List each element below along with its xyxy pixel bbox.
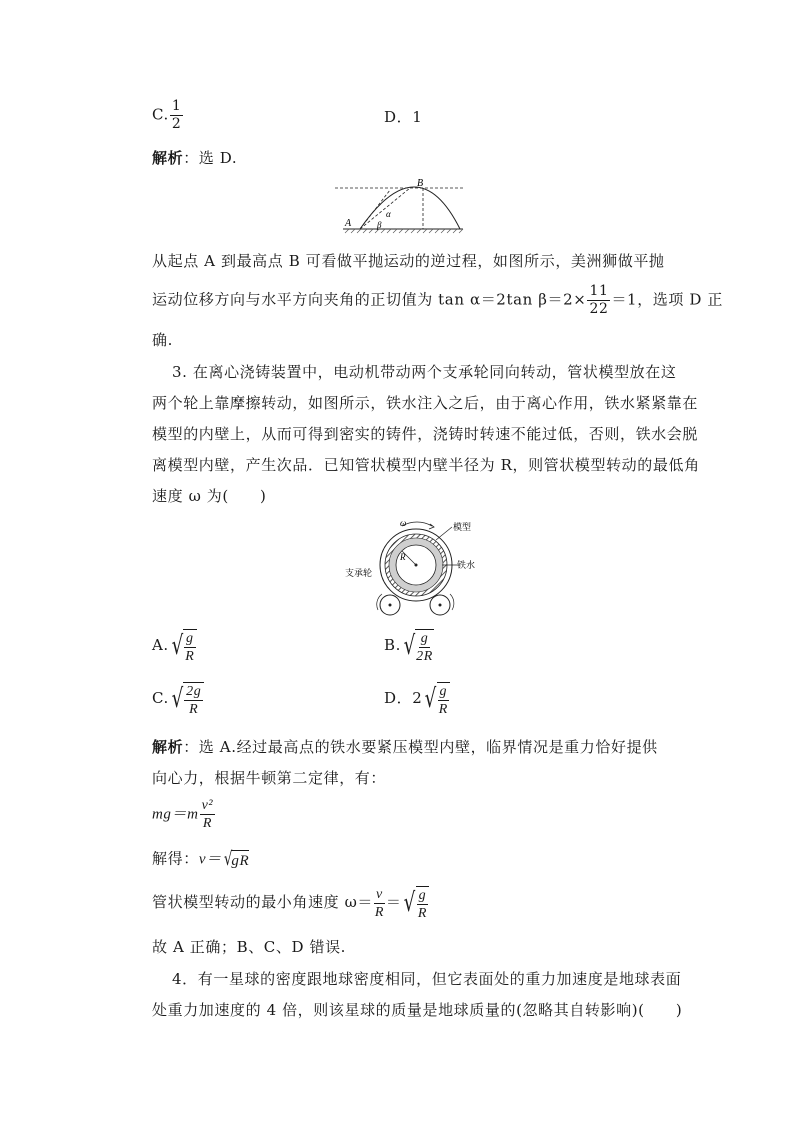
solution-3-line-2: 向心力，根据牛顿第二定律，有： — [152, 769, 387, 787]
equation-1: mg＝m $\frac{\text{v²}}{R}$ — [152, 798, 214, 831]
label-model: 模型 — [453, 522, 472, 532]
q3-line-5: 速度 ω 为( ) — [152, 487, 267, 505]
explanation-line-3: 确. — [152, 331, 173, 349]
label-a: A — [345, 218, 352, 229]
option-d-top: D．1 — [384, 108, 423, 126]
option-c-fraction: $\frac{1}{2}$ — [171, 98, 182, 132]
v2-over-r: $\frac{\text{v²}}{R}$ — [201, 798, 214, 831]
option-d: D．2 √ $\frac{g}{R}$ — [384, 679, 450, 719]
label-beta: β — [377, 220, 382, 230]
solution-1-text: ：选 D. — [183, 149, 238, 167]
sqrt-g-over-r-result: √ $\frac{g}{R}$ — [401, 883, 429, 923]
label-wheel: 支承轮 — [345, 568, 373, 578]
option-c-top — [152, 98, 184, 133]
label-alpha: α — [386, 209, 391, 219]
explanation-line-2: 运动位移方向与水平方向夹角的正切值为 tan α＝2tan β＝2× $\frac{11}{22}$ ＝1，选项 D 正 — [152, 283, 723, 317]
v-over-r: $\frac{v}{R}$ — [374, 886, 384, 920]
q4-line-2: 处重力加速度的 4 倍，则该星球的质量是地球质量的(忽略其自转影响)( ) — [152, 1001, 683, 1019]
explanation-line-1: 从起点 A 到最高点 B 可看做平抛运动的逆过程，如图所示，美洲狮做平抛 — [152, 252, 665, 270]
q3-line-3: 模型的内壁上，从而可得到密实的铸件，浇铸时转速不能过低，否则，铁水会脱 — [152, 425, 699, 443]
label-r: R — [400, 552, 406, 562]
solution-label: 解析 — [152, 149, 184, 167]
equation-3: 管状模型转动的最小角速度 ω＝ $\frac{v}{R}$ ＝ √ $\frac{g}{R}$ — [152, 883, 429, 923]
projectile-figure — [335, 176, 470, 238]
sqrt-g-over-2r: √ $\frac{g}{2R}$ — [403, 631, 433, 664]
q3-line-4: 离模型内壁，产生次品．已知管状模型内壁半径为 R，则管状模型转动的最低角 — [152, 456, 700, 474]
solution-3-line-1: 解析：选 A.经过最高点的铁水要紧压模型内壁，临界情况是重力恰好提供 — [152, 738, 658, 756]
sqrt-g-over-r: √ $\frac{g}{R}$ — [169, 626, 197, 666]
ratio-fraction: $\frac{11}{22}$ — [589, 283, 609, 317]
sqrt-2g-over-r: √ $\frac{2g}{R}$ — [169, 679, 204, 719]
option-c-label: C. — [152, 105, 169, 124]
label-b: B — [417, 178, 424, 189]
sqrt-gr: √ gR — [223, 848, 250, 870]
q3-line-2: 两个轮上靠摩擦转动，如图所示，铁水注入之后，由于离心作用，铁水紧紧靠在 — [152, 394, 699, 412]
solution-1 — [152, 148, 237, 168]
option-b: B. √ $\frac{g}{2R}$ — [384, 626, 434, 666]
q4-line-1: 4．有一星球的密度跟地球密度相同，但它表面处的重力加速度是地球表面 — [172, 970, 682, 988]
label-omega: ω — [400, 518, 407, 528]
sqrt-g-over-r-d: √ $\frac{g}{R}$ — [422, 679, 450, 719]
label-iron: 铁水 — [457, 560, 476, 570]
equation-2: 解得：v＝ √ gR — [152, 848, 250, 870]
casting-figure — [340, 518, 490, 618]
option-c: C. √ $\frac{2g}{R}$ — [152, 679, 204, 719]
option-a: A. √ $\frac{g}{R}$ — [152, 626, 197, 666]
solution-3-conclusion: 故 A 正确；B、C、D 错误. — [152, 938, 347, 956]
q3-line-1: 3. 在离心浇铸装置中，电动机带动两个支承轮同向转动，管状模型放在这 — [172, 363, 677, 381]
solution-label: 解析 — [152, 738, 184, 756]
